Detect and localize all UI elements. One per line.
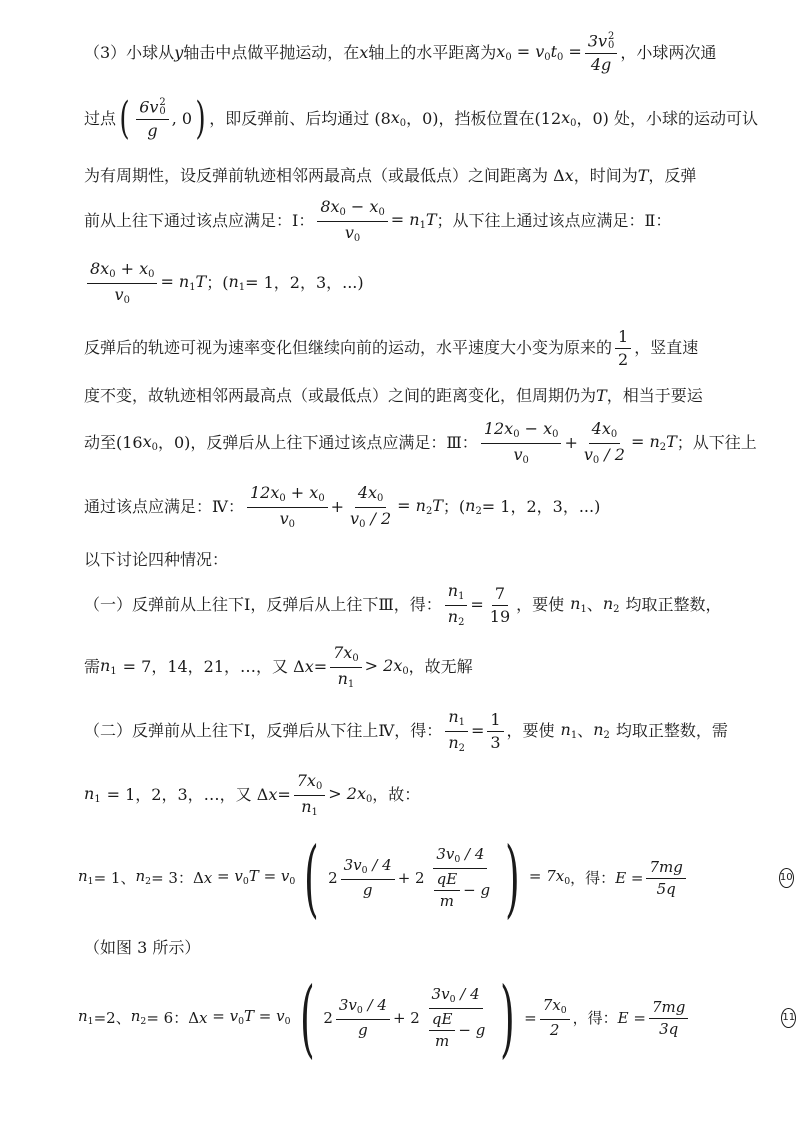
text-line-11: （一）反弹前从上往下Ⅰ，反弹后从上往下Ⅲ，得： $\frac{n_1}{n_2}$ = $\frac{7}{19}$ ，要使 $n_1$ 、 $n_2$ 均取正整数， [84,580,722,628]
fraction-3v0-qE: $3v_0 / 4$ $\frac{qE}{m}$ − g [428,847,494,908]
fraction-7x0-2: $\frac{7x_0}{2}$ [540,998,570,1037]
point-paren: ( 6v 2 0 g , 0 ) [119,93,206,144]
text: 度不变，故轨迹相邻两最高点（或最低点）之间的距离变化，但周期仍为 [84,386,597,405]
text: ；( [206,273,229,292]
fraction-7-19: $\frac{7}{19}$ [489,583,511,626]
ratio-n1-n2-b: $\frac{n_1}{n_2}$ [445,709,468,754]
text: 需 [84,657,101,676]
text: = 1，2，3，...) [481,497,601,516]
right-paren: ) [505,829,520,927]
text-line-7: 度不变，故轨迹相邻两最高点（或最低点）之间的距离变化，但周期仍为 T ，相当于要运 [84,386,703,405]
text: ，0)，挡板位置在(12 [406,109,562,128]
text: 通过该点应满足：Ⅳ： [84,497,244,516]
fraction-I: $\frac{8x_0 - x_0}{v_0}$ [317,199,387,244]
text-line-13: （二）反弹前从上往下Ⅰ，反弹后从下往上Ⅳ，得： $\frac{n_1}{n_2}$ = $\frac{1}{3}$ ，要使 $n_1$ 、 $n_2$ 均取正整数，需 [84,706,728,754]
text: ，要使 [506,721,555,740]
text-line-fig [84,936,760,960]
text: 为有周期性，设反弹前轨迹相邻两最高点（或最低点）之间距离为 Δ [84,166,565,185]
text-line-10 [84,548,760,572]
fraction-dx-b: $\frac{7x_0}{n_1}$ [294,773,326,818]
text: 反弹后的轨迹可视为速率变化但继续向前的运动，水平速度大小变为原来的 [84,338,613,357]
formula-x0: $x_0 = v_0t_0$ = [496,41,582,63]
text: （一）反弹前从上往下Ⅰ，反弹后从上往下Ⅲ，得： [84,595,442,614]
text-line-1 [84,28,760,78]
fraction-III-b: $\frac{4x_0}{v_0 / 2}$ [583,418,625,466]
fraction-half: $\frac{1}{2}$ [615,329,631,368]
text: 轴上的水平距离为 [368,43,497,62]
fraction-3v0-4g: 3v 2 0 4g [585,33,618,74]
right-paren: ) [500,969,516,1067]
figure-reference: （如图 3 所示） [84,938,201,957]
text: ，即反弹前、后均通过 (8 [209,109,391,128]
text-line-3: 为有周期性，设反弹前轨迹相邻两最高点（或最低点）之间距离为 Δ x ，时间为 T ，反弹 [84,166,697,185]
fraction-3v0-g: $\frac{3v_0 / 4}{g}$ [336,998,390,1037]
text: （3）小球从 [84,43,175,62]
text: 以下讨论四种情况： [84,550,229,569]
left-paren: ( [304,829,320,927]
fraction-3v0-qE: $3v_0 / 4$ $\frac{qE}{m}$ − g [423,987,489,1048]
text: ，时间为 [573,166,638,185]
fraction-IV-b: $\frac{4x_0}{v_0 / 2}$ [350,482,392,530]
text: 过点 [84,109,117,128]
text-line-5: $\frac{8x_0 + x_0}{v_0}$ = $n_1T$ ；( $n_1$ = 1，2，3，...) [84,258,760,308]
text-line-2: 过点 ( 6v 2 0 g , 0 ) ，即反弹前、后均通过 (8 $x_0$ ，0)，挡板位置在(12 $x_0$ ，0) 处，小球的运动可认 [84,93,758,144]
text: 动至(16 [84,433,143,452]
text: ，得： [570,868,616,887]
text: ，小球两次通 [620,43,717,62]
fraction-7mg-5q: $\frac{7mg}{5q}$ [646,860,685,897]
text: 轴击中点做平抛运动，在 [183,43,360,62]
fraction-IV-a: $\frac{12x_0 + x_0}{v_0}$ [247,485,328,530]
text-line-6 [84,326,760,370]
var-x: x [359,43,369,62]
text: = 7，14，21，…，又 Δ [122,657,305,676]
left-paren: ( [299,969,315,1067]
text: ；( [442,497,466,516]
text: ，故无解 [408,657,473,676]
text: ，竖直速 [634,338,699,357]
text-line-8: 动至(16 $x_0$ ，0)，反弹后从上往下通过该点应满足：Ⅲ： $\frac{12x_0 - x_0}{v_0}$ + $\frac{4x_0}{v_0 / 2}$ = $n_2T$ ；从下往上 [84,418,757,466]
text: = 1，2，3，...) [245,273,364,292]
text-line-9: 通过该点应满足：Ⅳ： $\frac{12x_0 + x_0}{v_0}$ + $\frac{4x_0}{v_0 / 2}$ = $n_2T$ ；( $n_2$ = 1，2，3，...) [84,482,601,530]
text: ；从下往上 [676,433,757,452]
fraction-7mg-3q: $\frac{7mg}{3q}$ [649,1000,688,1037]
text: ，得： [572,1008,618,1027]
fraction-1-3: $\frac{1}{3}$ [487,712,503,751]
text: = 1，2，3，…，又 Δ [106,785,269,804]
text: （二）反弹前从上往下Ⅰ，反弹后从下往上Ⅳ，得： [84,721,443,740]
text: ；从下往上通过该点应满足：Ⅱ： [436,211,672,230]
text: 均取正整数，需 [615,721,728,740]
var-y: y [174,43,184,62]
text: ，要使 [516,595,565,614]
ratio-n1-n2: $\frac{n_1}{n_2}$ [445,583,468,628]
fraction-3v0-g: $\frac{3v_0 / 4}{g}$ [341,858,395,897]
text: ，0)，反弹后从上往下通过该点应满足：Ⅲ： [157,433,478,452]
text: 均取正整数， [625,595,722,614]
fraction-III-a: $\frac{12x_0 - x_0}{v_0}$ [481,421,562,466]
equation-number-10: 10 [779,868,794,888]
text-line-4: 前从上往下通过该点应满足：Ⅰ： $\frac{8x_0 - x_0}{v_0}$ = $n_1T$ ；从下往上通过该点应满足：Ⅱ： [84,196,672,244]
text: ，故： [372,785,421,804]
text-line-14: $n_1$ = 1，2，3，…，又 Δ x = $\frac{7x_0}{n_1}$ > $2x_0$ ，故： [84,770,421,818]
text-line-12: 需 $n_1$ = 7，14，21，…，又 Δ x = $\frac{7x_0}{n_1}$ > $2x_0$ ，故无解 [84,642,473,690]
equation-number-11: 11 [781,1008,796,1028]
text: 前从上往下通过该点应满足：Ⅰ： [84,211,315,230]
equation-case-a: $n_1$ = 1、 $n_2$ = 3：Δ x = $v_0T = v_0$ ( 2 $\frac{3v_0 / 4}{g}$ + 2 $3v_0 / 4$ $\frac{qE}{m}$ − g ) = $7x_0$ ，得： E = $\frac{7mg}{5q}$ 10 [78,829,793,927]
text: ，0) 处，小球的运动可认 [576,109,758,128]
fraction-dx: $\frac{7x_0}{n_1}$ [330,645,362,690]
equation-case-b: $n_1$ =2、 $n_2$ = 6：Δ x = $v_0T = v_0$ ( 2 $\frac{3v_0 / 4}{g}$ + 2 $3v_0 / 4$ $\frac{qE}{m}$ − g ) = $\frac{7x_0}{2}$ ，得： E = $\frac{7mg}{3q}$ 11 [78,969,796,1067]
fraction-II: $\frac{8x_0 + x_0}{v_0}$ [87,261,157,306]
text: ，相当于要运 [606,386,703,405]
text: ，反弹 [648,166,697,185]
